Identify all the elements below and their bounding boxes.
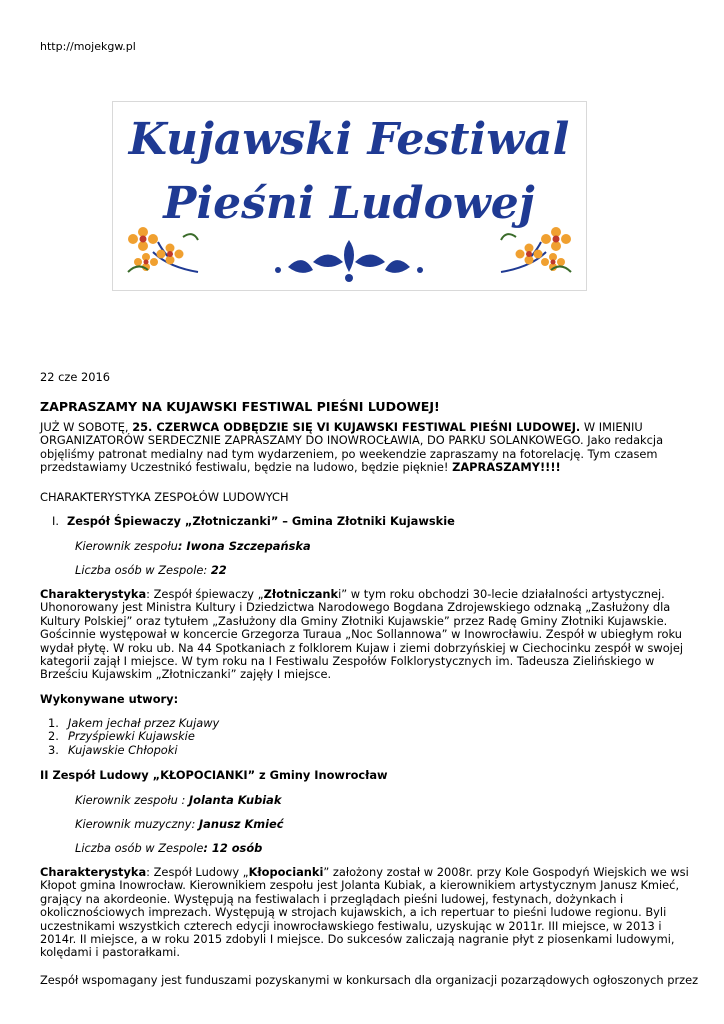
article-headline: ZAPRASZAMY NA KUJAWSKI FESTIWAL PIEŚNI LUDOWEJ! [40, 399, 440, 414]
left-flower-bouquet-icon [128, 227, 198, 272]
group1-count: Liczba osób w Zespole: 22 [75, 563, 227, 577]
list-item: 1. Jakem jechał przez Kujawy [48, 716, 220, 730]
post-date: 22 cze 2016 [40, 370, 110, 384]
festival-banner [112, 101, 587, 291]
banner-title-line1: Kujawski Festiwal [128, 114, 570, 165]
works-list [48, 717, 219, 757]
group1-description: Charakterystyka: Zespół śpiewaczy „Złotniczanki” w tym roku obchodzi 30-lecie działalności artystycznej. Uhonorowany jest Ministra Kultury i Dziedzictwa Narodowego Bogdana Zdrojewskiego odznaką „Zasłużony dla Kultury Polskiej” oraz tytułem „Zasłużony dla Gminy Złotniki Kujawskie” przez Radę Gminy Złotniki Kujawskie. Gościnnie występował w koncercie Grzegorza Turaua „Noc Sollannowa” w Inowrocławiu. Zespół w ubiegłym roku wydał płytę. W roku ub. Na 44 Spotkaniach z folklorem Kujaw i ziemi dobrzyńskiej w Ciechocinku zespół w swojej kategorii zajął I miejsce. W tym roku na I Festiwalu Zespołów Folklorystycznych im. Tadeusza Zielińskiego w Brześciu Kujawskim „Złotniczanki” zajęły I miejsce. [40, 587, 683, 682]
section-heading: CHARAKTERYSTYKA ZESPOŁÓW LUDOWYCH [40, 490, 289, 504]
list-item: 2. Przyśpiewki Kujawskie [48, 729, 195, 744]
banner-title-line2: Pieśni Ludowej [163, 178, 535, 229]
works-heading: Wykonywane utwory: [40, 692, 179, 706]
banner-graphic [113, 102, 586, 290]
group1-leader: Kierownik zespołu: Iwona Szczepańska [75, 539, 311, 553]
group2-music-leader: Kierownik muzyczny: Janusz Kmieć [75, 817, 284, 831]
list-item: 3. Kujawskie Chłopoki [48, 742, 178, 757]
group2-title: II Zespół Ludowy „KŁOPOCIANKI” z Gminy Inowrocław [40, 768, 388, 782]
center-ornament-icon [275, 240, 423, 282]
group2-leader: Kierownik zespołu : Jolanta Kubiak [75, 793, 282, 807]
group1-title: Zespół Śpiewaczy „Złotniczanki” – Gmina Złotniki Kujawskie [67, 514, 455, 528]
group2-count: Liczba osób w Zespole: 12 osób [75, 841, 263, 855]
group2-description: Charakterystyka: Zespół Ludowy „Kłopocianki” założony został w 2008r. przy Kole Gospodyń Wiejskich we wsi Kłopot gmina Inowrocław. Kierownikiem zespołu jest Jolanta Kubiak, a kierownikiem artystycznym Janusz Kmieć, grający na akordeonie. Występują na festiwalach i przeglądach pieśni ludowej, festynach, dożynkach i okolicznościowych imprezach. Występują w strojach kujawskich, a ich repertuar to pieśni ludowe regionu. Byli uczestnikami wszystkich czterech edycji inowrocławskiego festiwalu, uzyskując w 2011r. III miejsce, w 2013 i 2014r. II miejsce, a w roku 2015 zdobyli I miejsce. Do sukcesów zaliczają nagranie płyt z piosenkami ludowymi, kolędami i pastorałkami. [40, 865, 689, 960]
group1-numeral: I. [52, 514, 59, 528]
group2-support-text: Zespół wspomagany jest funduszami pozyskanymi w konkursach dla organizacji pozarządowych ogłoszonych przez [40, 973, 699, 987]
source-url[interactable]: http://mojekgw.pl [40, 40, 136, 53]
intro-paragraph: JUŻ W SOBOTĘ, 25. CZERWCA ODBĘDZIE SIĘ VI KUJAWSKI FESTIWAL PIEŚNI LUDOWEJ. W IMIENIU ORGANIZATORÓW SERDECZNIE ZAPRASZAMY DO INOWROCŁAWIA, DO PARKU SOLANKOWEGO. Jako redakcja objęliśmy patronat medialny nad tym wydarzeniem, po weekendzie zapraszamy na fotorelację. Tym czasem przedstawiamy Uczestnikó festiwalu, będzie na ludowo, będzie pięknie! ZAPRASZAMY!!!! [40, 420, 664, 475]
right-flower-bouquet-icon [501, 227, 571, 272]
